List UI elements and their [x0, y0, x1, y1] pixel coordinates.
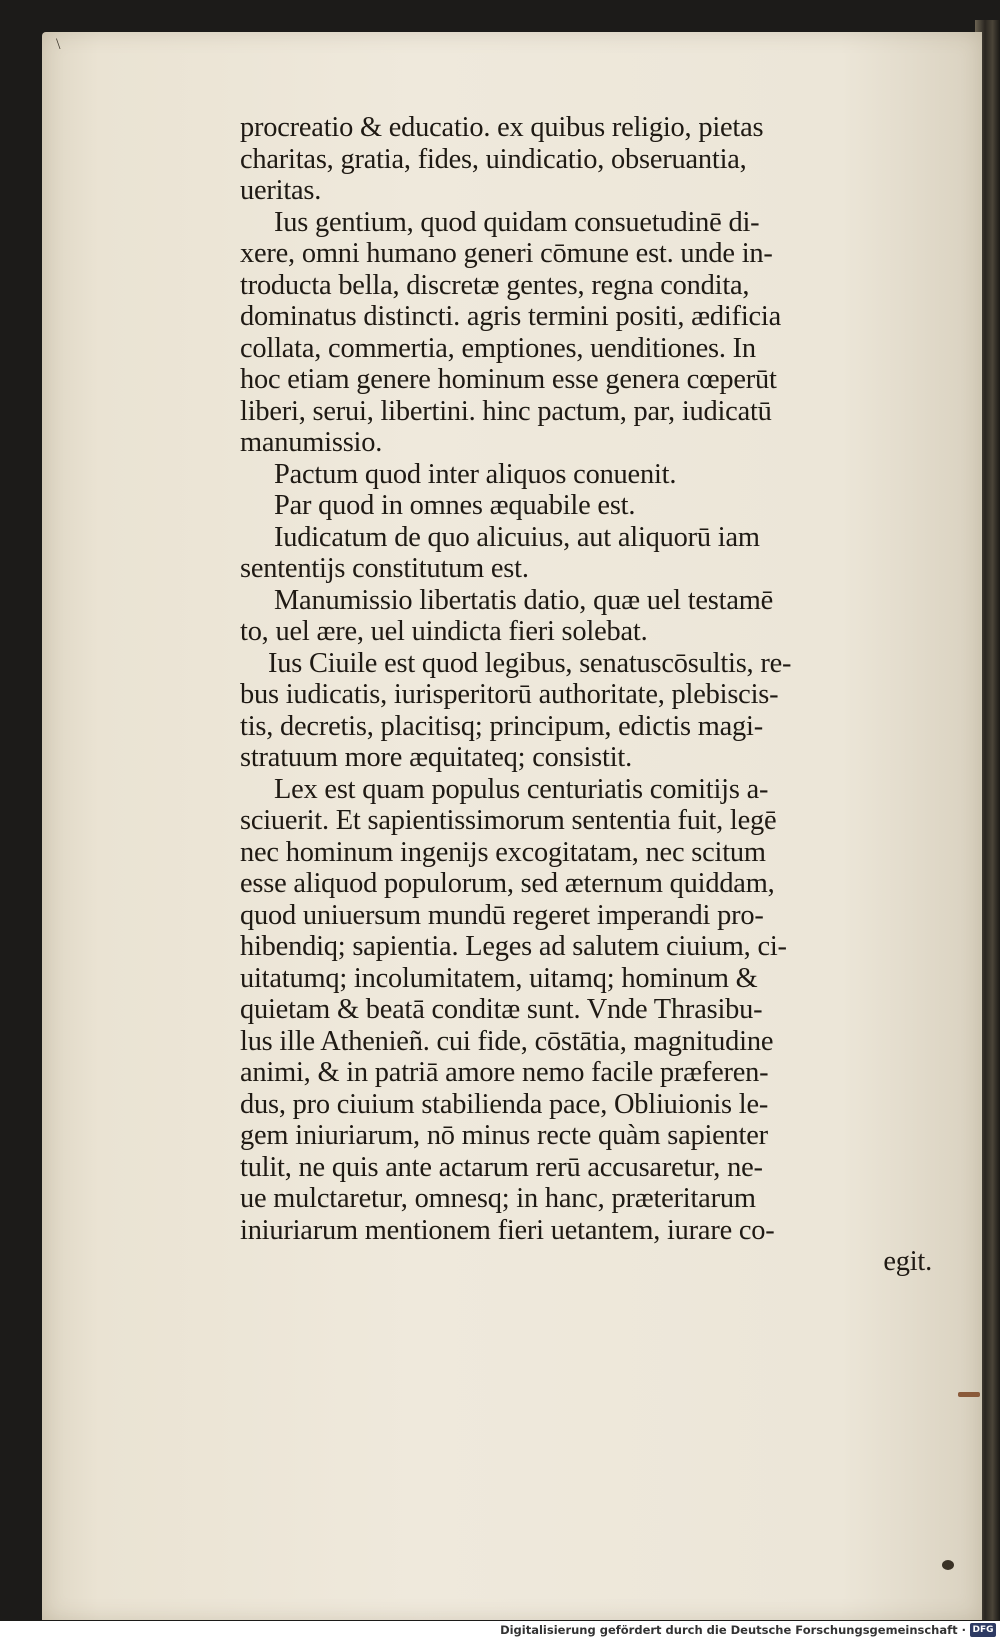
text-line: collata, commertia, emptiones, uenditiones. In [240, 332, 756, 364]
corner-mark: \ [56, 36, 61, 53]
text-line: procreatio & educatio. ex quibus religio, pietas [240, 112, 764, 143]
text-line: manumissio. [240, 427, 383, 458]
text-line: xere, omni humano generi cōmune est. unde in- [240, 238, 773, 269]
body-text [240, 112, 952, 1278]
text-line: stratuum more æquitateq; consistit. [240, 742, 632, 773]
text-line: nec hominum ingenijs excogitatam, nec scitum [240, 836, 766, 868]
text-line: tis, decretis, placitisq; principum, edictis magi- [240, 710, 763, 742]
text-line: lus ille Athenieñ. cui fide, cōstātia, magnitudine [240, 1025, 774, 1057]
text-line: uitatumq; incolumitatem, uitamq; hominum & [240, 962, 758, 994]
text-line: Iudicatum de quo alicuius, aut aliquorū iam [274, 521, 760, 553]
text-line: bus iudicatis, iurisperitorū authoritate, plebiscis- [240, 679, 779, 710]
funding-notice: Digitalisierung gefördert durch die Deutsche Forschungsgemeinschaft · [500, 1623, 966, 1637]
text-line: charitas, gratia, fides, uindicatio, obseruantia, [240, 143, 747, 175]
catchword-line: egit. [883, 1246, 932, 1277]
bookmark-strip [958, 1392, 980, 1397]
text-line: dominatus distincti. agris termini positi, ædificia [240, 301, 781, 332]
text-line: esse aliquod populorum, sed æternum quiddam, [240, 868, 775, 899]
text-line: tulit, ne quis ante actarum rerū accusaretur, ne- [240, 1151, 763, 1183]
text-line: Ius Ciuile est quod legibus, senatuscōsultis, re- [268, 647, 792, 679]
text-line: troducta bella, discretæ gentes, regna condita, [240, 269, 750, 301]
text-line: gem iniuriarum, nō minus recte quàm sapienter [240, 1120, 768, 1151]
text-line: hibendiq; sapientia. Leges ad salutem ciuium, ci- [240, 931, 787, 962]
footer-bar [0, 1621, 1000, 1641]
text-line: sententijs constitutum est. [240, 553, 529, 584]
text-line: quietam & beatā conditæ sunt. Vnde Thrasibu- [240, 994, 763, 1025]
text-line: Par quod in omnes æquabile est. [274, 490, 636, 521]
text-line: Ius gentium, quod quidam consuetudinē di- [274, 206, 760, 238]
text-line: liberi, serui, libertini. hinc pactum, par, iudicatū [240, 395, 772, 427]
book-page [42, 32, 982, 1620]
text-line: Lex est quam populus centuriatis comitijs a- [274, 773, 769, 805]
text-line: sciuerit. Et sapientissimorum sententia fuit, legē [240, 805, 777, 836]
text-line: Manumissio libertatis datio, quæ uel testamē [274, 584, 774, 616]
text-line: ueritas. [240, 175, 322, 206]
ink-spot [942, 1560, 954, 1570]
text-line: to, uel ære, uel uindicta fieri solebat. [240, 616, 648, 647]
text-line: ue mulctaretur, omnesq; in hanc, præteritarum [240, 1183, 756, 1214]
text-line: dus, pro ciuium stabilienda pace, Obliuionis le- [240, 1088, 769, 1120]
dfg-logo-icon: DFG [970, 1623, 996, 1637]
text-line: iniuriarum mentionem fieri uetantem, iurare co- [240, 1214, 775, 1246]
text-line: Pactum quod inter aliquos conuenit. [274, 458, 677, 490]
text-line: animi, & in patriā amore nemo facile præferen- [240, 1057, 769, 1088]
text-line: hoc etiam genere hominum esse genera cœperūt [240, 364, 777, 395]
text-line: quod uniuersum mundū regeret imperandi pro- [240, 899, 764, 931]
